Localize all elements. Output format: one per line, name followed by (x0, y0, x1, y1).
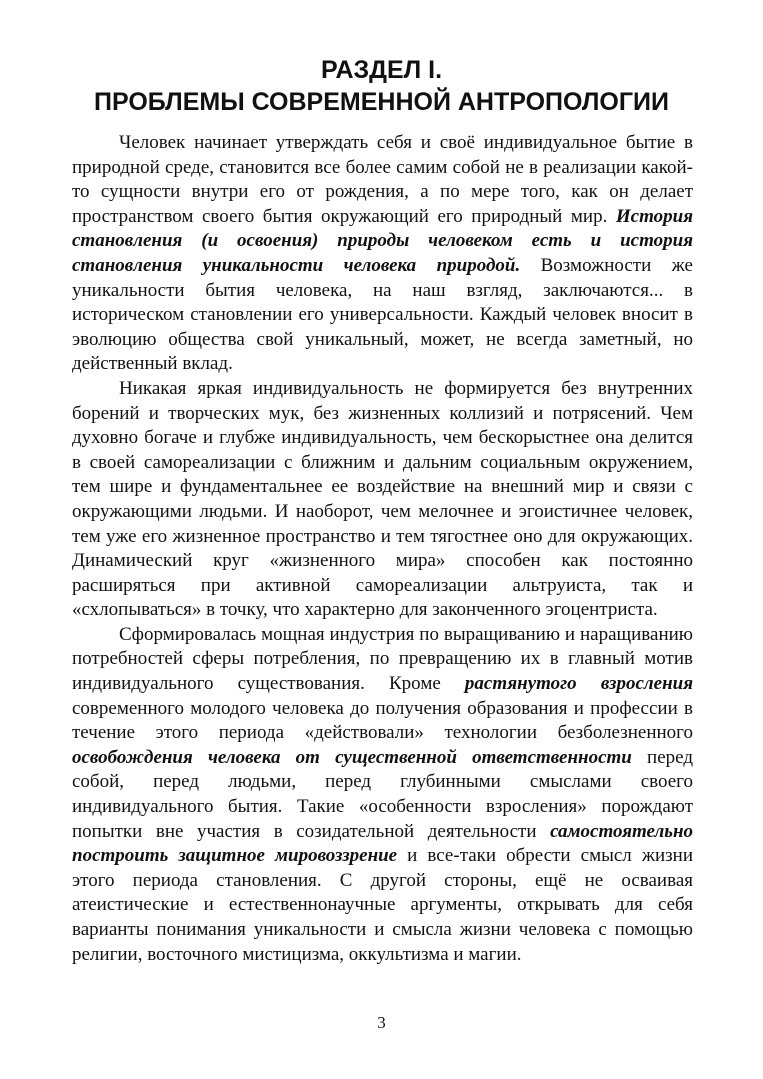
section-number: РАЗДЕЛ I. (320, 56, 443, 84)
text-run: и все-таки обрести смысл жизни этого периода становления. С другой стороны, ещё не осваивая атеистические и естественнонаучные аргументы, открывать для себя варианты понимания уникальности и смысла жизни человека с помощью религии, восточного мистицизма, оккультизма и магии. (72, 845, 693, 965)
emphasis-run: освобождения человека от существенной ответственности (72, 746, 632, 768)
paragraph (72, 377, 693, 623)
text-run: Сформировалась мощная индустрия по выращиванию и наращиванию потребностей сферы потребления, по превращению их в главный мотив индивидуального существования. Кроме (72, 623, 693, 695)
text-run: Никакая яркая индивидуальность не формируется без внутренних борений и творческих мук, без жизненных коллизий и потрясений. Чем духовно богаче и глубже индивидуальность, чем бескорыстнее она делится в своей самореализации с ближним и дальним социальным окружением, тем шире и фундаментальнее ее воздействие на внешний мир и связи с окружающими людьми. И наоборот, чем мелочнее и эгоистичнее человек, тем уже его жизненное пространство и тем тягостнее оно для окружающих. Динамический круг «жизненного мира» способен как постоянно расширяться при активной самореализации альтруиста, так и «схлопываться» в точку, что характерно для законченного эгоцентриста. (72, 377, 693, 621)
paragraph (72, 131, 693, 377)
text-run: Человек начинает утверждать себя и своё индивидуальное бытие в природной среде, становится все более самим собой не в реализации какой-то сущности внутри его от рождения, а по мере того, как он делает пространством своего бытия окружающий его природный мир. (72, 132, 693, 227)
section-title: ПРОБЛЕМЫ СОВРЕМЕННОЙ АНТРОПОЛОГИИ (94, 88, 669, 116)
emphasis-run: растянутого взросления (464, 673, 693, 695)
paragraph (72, 623, 693, 967)
emphasis-run: самостоятельно построить защитное мировоззрение (72, 820, 693, 867)
text-run: Возможности же уникальности бытия человека, на наш взгляд, заключаются... в историческом становлении его универсальности. Каждый человек вносит в эволюцию общества свой уникальный, может, не всегда заметный, но действенный вклад. (72, 254, 693, 375)
text-run: перед собой, перед людьми, перед глубинными смыслами своего индивидуального бытия. Такие «особенности взросления» порождают попытки вне участия в созидательной деятельности (72, 746, 693, 842)
section-heading-title (0, 88, 763, 116)
emphasis-run: История становления (и освоения) природы человеком есть и история становления уникальности человека природой. (72, 205, 693, 276)
section-heading (0, 56, 763, 84)
text-run: современного молодого человека до получения образования и профессии в течение этого периода «действовали» технологии безболезненного (72, 697, 693, 744)
page-number: 3 (377, 1013, 386, 1032)
body-text (72, 131, 693, 967)
